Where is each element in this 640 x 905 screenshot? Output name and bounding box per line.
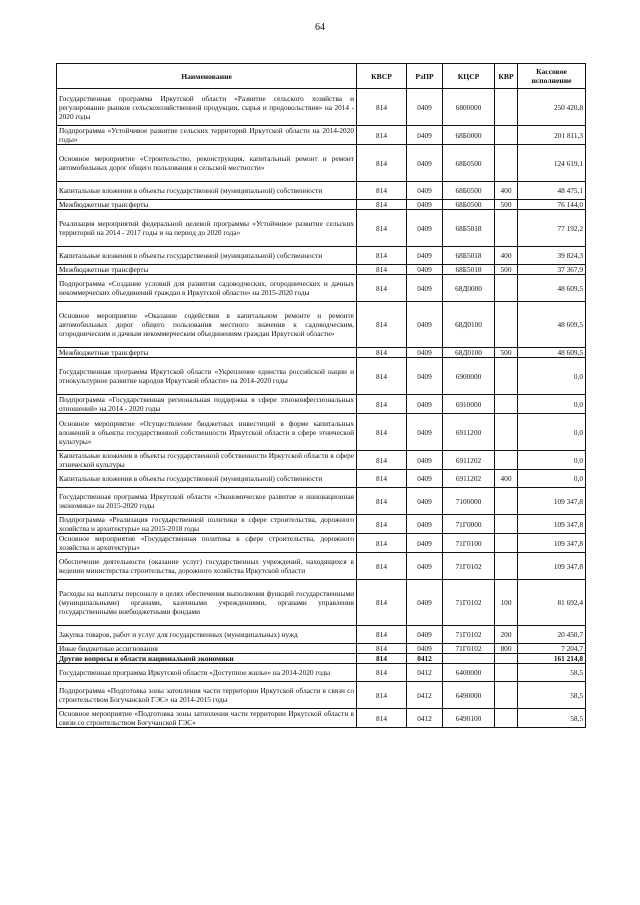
row-amount: 48 609,5 [518,275,586,302]
row-kcsr: 6910000 [443,395,495,414]
header-kcsr: КЦСР [443,64,495,89]
row-kvsr: 814 [357,682,407,709]
table-row [57,534,586,553]
row-kvr [495,553,518,580]
row-amount: 201 811,3 [518,126,586,145]
page-number: 64 [315,22,325,33]
row-rzpr: 0409 [407,89,443,126]
row-kvr [495,358,518,395]
row-name: Подпрограмма «Реализация государственной политики в сфере строительства, дорожного хозяйства и архитектуры» на 2015-2018 годы [57,515,357,534]
row-kvsr: 814 [357,654,407,664]
row-amount: 76 144,0 [518,200,586,210]
row-kvr: 100 [495,580,518,626]
row-kvsr: 814 [357,515,407,534]
row-amount: 7 204,7 [518,644,586,654]
row-name: Государственная программа Иркутской области «Доступное жилье» на 2014-2020 годы [57,664,357,682]
row-name: Основное мероприятие «Государственная политика в сфере строительства, дорожного хозяйства и архитектуры» [57,534,357,553]
table-row [57,348,586,358]
table-row [57,488,586,515]
row-rzpr: 0409 [407,626,443,644]
row-kcsr: 6490100 [443,709,495,728]
row-name: Основное мероприятие «Осуществление бюджетных инвестиций в форме капитальных вложений в объекты государственной собственности Иркутской области в сфере этнической культуры» [57,414,357,451]
row-kcsr: 68Д0100 [443,348,495,358]
row-kcsr: 71Г0102 [443,580,495,626]
table-row [57,682,586,709]
row-amount: 109 347,8 [518,534,586,553]
row-name: Реализация мероприятий федеральной целевой программы «Устойчивое развитие сельских территорий на 2014 - 2017 годы и на период до 2020 года» [57,210,357,247]
table-row [57,626,586,644]
row-kcsr: 6911202 [443,451,495,470]
table-row [57,182,586,200]
row-name: Основное мероприятие «Строительство, реконструкция, капитальный ремонт и ремонт автомобильных дорог общего пользования в сельской местности» [57,145,357,182]
table-row [57,470,586,488]
table-row [57,553,586,580]
row-kvr [495,709,518,728]
row-kvsr: 814 [357,709,407,728]
row-name: Капитальные вложения в объекты государственной (муниципальной) собственности [57,182,357,200]
table-row [57,275,586,302]
row-rzpr: 0409 [407,580,443,626]
row-rzpr: 0409 [407,553,443,580]
row-kvsr: 814 [357,553,407,580]
row-name: Другие вопросы в области национальной экономики [57,654,357,664]
row-kcsr: 68Б0500 [443,145,495,182]
row-kcsr: 71Г0100 [443,534,495,553]
row-kvsr: 814 [357,470,407,488]
row-kvsr: 814 [357,580,407,626]
row-kvr: 500 [495,348,518,358]
row-kvsr: 814 [357,247,407,265]
row-kcsr: 71Г0000 [443,515,495,534]
header-amount: Кассовое исполнение [518,64,586,89]
row-kvsr: 814 [357,182,407,200]
table-body [57,89,586,728]
table-row [57,247,586,265]
row-name: Межбюджетные трансферты [57,200,357,210]
row-amount: 81 692,4 [518,580,586,626]
row-kvr [495,451,518,470]
row-rzpr: 0409 [407,200,443,210]
row-kcsr: 71Г0102 [443,644,495,654]
row-kvsr: 814 [357,534,407,553]
table-row [57,200,586,210]
row-rzpr: 0409 [407,302,443,348]
row-kvsr: 814 [357,302,407,348]
row-kvsr: 814 [357,395,407,414]
row-kvsr: 814 [357,358,407,395]
row-kvr [495,210,518,247]
row-kvsr: 814 [357,265,407,275]
row-kcsr: 6900000 [443,358,495,395]
row-rzpr: 0409 [407,358,443,395]
table-row [57,709,586,728]
row-name: Подпрограмма «Создание условий для развития садоводческих, огороднических и дачных некоммерческих объединений граждан в Иркутской области» на 2015-2020 годы [57,275,357,302]
row-kvr: 800 [495,644,518,654]
table-row [57,210,586,247]
table-row [57,265,586,275]
row-kcsr [443,654,495,664]
table-row [57,644,586,654]
row-kvsr: 814 [357,89,407,126]
row-kcsr: 68Б5018 [443,247,495,265]
row-amount: 0,0 [518,358,586,395]
row-amount: 109 347,8 [518,515,586,534]
row-kvr: 400 [495,182,518,200]
row-amount: 0,0 [518,451,586,470]
row-rzpr: 0409 [407,470,443,488]
row-kvr [495,664,518,682]
row-rzpr: 0409 [407,395,443,414]
row-name: Подпрограмма «Государственная региональная поддержка в сфере этноконфессиональных отношений» на 2014 - 2020 годы [57,395,357,414]
row-amount: 109 347,8 [518,553,586,580]
row-kvsr: 814 [357,210,407,247]
row-rzpr: 0409 [407,488,443,515]
row-amount: 250 420,8 [518,89,586,126]
row-kcsr: 68Б0500 [443,200,495,210]
row-kvsr: 814 [357,414,407,451]
row-kvr [495,488,518,515]
table-row [57,126,586,145]
row-kvr [495,682,518,709]
row-rzpr: 0409 [407,145,443,182]
row-rzpr: 0409 [407,210,443,247]
row-rzpr: 0409 [407,414,443,451]
row-kcsr: 7100000 [443,488,495,515]
row-amount: 39 824,3 [518,247,586,265]
row-name: Основное мероприятие «Оказание содействия в капитальном ремонте и ремонте автомобильных дорог общего пользования местного значения к садоводческим, огородническим и дачным некоммерческим объединениям граждан Иркутской области» [57,302,357,348]
row-amount: 37 367,9 [518,265,586,275]
row-kvr [495,414,518,451]
row-kvsr: 814 [357,126,407,145]
table-row [57,515,586,534]
row-name: Капитальные вложения в объекты государственной (муниципальной) собственности [57,247,357,265]
row-amount: 0,0 [518,414,586,451]
row-kvr: 500 [495,200,518,210]
row-rzpr: 0412 [407,682,443,709]
row-rzpr: 0409 [407,265,443,275]
row-name: Расходы на выплаты персоналу в целях обеспечения выполнения функций государственными (муниципальными) органами, казенными учреждениями, органами управления государственными внебюджетными фондами [57,580,357,626]
row-rzpr: 0409 [407,126,443,145]
row-amount: 20 450,7 [518,626,586,644]
row-kvr [495,302,518,348]
row-kvsr: 814 [357,626,407,644]
table-header-row [57,64,586,89]
row-kcsr: 68Б0500 [443,182,495,200]
row-kcsr: 6911202 [443,470,495,488]
table-row [57,414,586,451]
row-kcsr: 68Д0100 [443,302,495,348]
row-kcsr: 6490000 [443,682,495,709]
row-name: Капитальные вложения в объекты государственной собственности Иркутской области в сфере этнической культуры [57,451,357,470]
row-kvsr: 814 [357,664,407,682]
row-kcsr: 71Г0102 [443,553,495,580]
row-name: Государственная программа Иркутской области «Развитие сельского хозяйства и регулирование рынков сельскохозяйственной продукции, сырья и продовольствия» на 2014 - 2020 годы [57,89,357,126]
row-kvr: 400 [495,247,518,265]
row-rzpr: 0409 [407,515,443,534]
row-rzpr: 0412 [407,654,443,664]
row-name: Подпрограмма «Подготовка зоны затопления части территории Иркутской области в связи со строительством Богучанской ГЭС» на 2014-2015 годы [57,682,357,709]
row-rzpr: 0409 [407,348,443,358]
row-kvr [495,654,518,664]
row-name: Государственная программа Иркутской области «Экономическое развитие и инновационная экономика» на 2015-2020 годы [57,488,357,515]
row-kvsr: 814 [357,488,407,515]
header-kvsr: КВСР [357,64,407,89]
row-kvsr: 814 [357,644,407,654]
row-amount: 58,5 [518,682,586,709]
table-row [57,89,586,126]
row-rzpr: 0409 [407,247,443,265]
row-kvsr: 814 [357,200,407,210]
row-kvr [495,145,518,182]
table-row [57,451,586,470]
row-kcsr: 68Б5018 [443,210,495,247]
row-amount: 48 609,5 [518,302,586,348]
row-amount: 124 619,1 [518,145,586,182]
header-rzpr: РзПР [407,64,443,89]
row-name: Закупка товаров, работ и услуг для государственных (муниципальных) нужд [57,626,357,644]
table-row [57,302,586,348]
row-kvr: 500 [495,265,518,275]
row-name: Межбюджетные трансферты [57,348,357,358]
header-name: Наименование [57,64,357,89]
row-kvr [495,534,518,553]
table-row [57,395,586,414]
row-name: Капитальные вложения в объекты государственной (муниципальной) собственности [57,470,357,488]
row-rzpr: 0409 [407,534,443,553]
row-amount: 48 609,5 [518,348,586,358]
row-name: Межбюджетные трансферты [57,265,357,275]
row-kcsr: 6800000 [443,89,495,126]
row-kvsr: 814 [357,348,407,358]
row-amount: 77 192,2 [518,210,586,247]
row-kvr: 200 [495,626,518,644]
header-kvr: КВР [495,64,518,89]
budget-table [56,63,586,728]
table-row [57,654,586,664]
table-row [57,145,586,182]
row-name: Основное мероприятие «Подготовка зоны затопления части территории Иркутской области в связи со строительством Богучанской ГЭС» [57,709,357,728]
row-rzpr: 0409 [407,275,443,302]
row-kvr [495,515,518,534]
row-amount: 58,5 [518,709,586,728]
row-kcsr: 68Б0000 [443,126,495,145]
row-rzpr: 0409 [407,644,443,654]
table-row [57,664,586,682]
row-kcsr: 71Г0102 [443,626,495,644]
row-kvr [495,89,518,126]
row-rzpr: 0412 [407,709,443,728]
row-kcsr: 68Б5018 [443,265,495,275]
row-kvr [495,275,518,302]
row-name: Государственная программа Иркутской области «Укрепление единства российской нации и этнокультурное развитие народов Иркутской области» на 2014-2020 годы [57,358,357,395]
row-name: Подпрограмма «Устойчивое развитие сельских территорий Иркутской области на 2014-2020 годы» [57,126,357,145]
row-kvr [495,126,518,145]
row-rzpr: 0412 [407,664,443,682]
row-name: Иные бюджетные ассигнования [57,644,357,654]
row-kvsr: 814 [357,275,407,302]
row-amount: 58,5 [518,664,586,682]
row-amount: 0,0 [518,395,586,414]
table-row [57,358,586,395]
table-row [57,580,586,626]
row-amount: 161 214,8 [518,654,586,664]
row-kvr [495,395,518,414]
row-kvsr: 814 [357,145,407,182]
row-kvsr: 814 [357,451,407,470]
row-rzpr: 0409 [407,451,443,470]
row-kcsr: 6400000 [443,664,495,682]
row-amount: 0,0 [518,470,586,488]
row-amount: 48 475,1 [518,182,586,200]
row-kvr: 400 [495,470,518,488]
row-kcsr: 6911200 [443,414,495,451]
row-kcsr: 68Д0000 [443,275,495,302]
row-amount: 109 347,8 [518,488,586,515]
row-name: Обеспечение деятельности (оказание услуг) государственных учреждений, находящихся в ведении министерства строительства, дорожного хозяйства Иркутской области [57,553,357,580]
row-rzpr: 0409 [407,182,443,200]
